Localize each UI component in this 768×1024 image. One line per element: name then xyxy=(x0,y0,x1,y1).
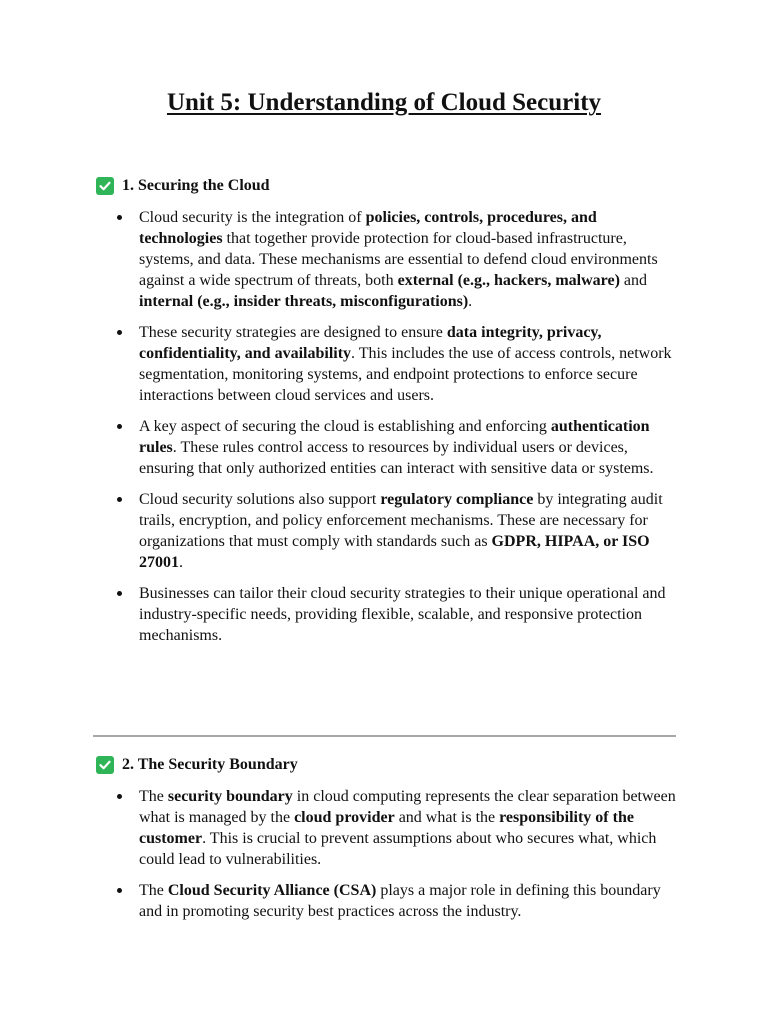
document-title-text: Unit 5: Understanding of Cloud Security xyxy=(166,89,602,116)
bold-text-run: security boundary xyxy=(167,788,293,805)
section-heading-label: 1. Securing the Cloud xyxy=(122,177,270,194)
bullet-text xyxy=(139,491,663,571)
document-title xyxy=(0,86,768,120)
section-heading-security-boundary xyxy=(96,755,298,775)
text-run: Businesses can tailor their cloud security strategies to their unique operational and industry-specific needs, providing flexible, scalable, and responsive protection mechanisms. xyxy=(139,585,666,644)
text-run: Cloud security solutions also support xyxy=(139,491,381,508)
bold-text-run: Cloud Security Alliance (CSA) xyxy=(167,882,377,899)
bullet-text xyxy=(139,788,676,868)
check-icon xyxy=(96,756,114,774)
bold-text-run: policies, controls, procedures, and technologies xyxy=(139,209,597,247)
bullet-item xyxy=(0,583,768,646)
bullet-item xyxy=(0,322,768,406)
bullet-dot xyxy=(117,330,122,335)
text-run: in cloud computing represents the clear separation between what is managed by the xyxy=(139,788,676,826)
text-run: The xyxy=(139,882,168,899)
bullet-item xyxy=(0,880,768,922)
text-run: that together provide protection for cloud-based infrastructure, systems, and data. These mechanisms are essential to defend cloud environments against a wide spectrum of threats, both xyxy=(139,230,658,289)
bullet-text xyxy=(139,585,666,644)
bullet-item xyxy=(0,786,768,870)
bold-text-run: cloud provider xyxy=(294,809,395,826)
bullet-dot xyxy=(117,424,122,429)
bullet-text xyxy=(139,882,661,920)
bold-text-run: GDPR, HIPAA, or ISO 27001 xyxy=(139,533,650,571)
bold-text-run: regulatory compliance xyxy=(380,491,534,508)
bullet-dot xyxy=(117,497,122,502)
bold-text-run: responsibility of the customer xyxy=(139,809,634,847)
bullet-item xyxy=(0,416,768,479)
bold-text-run: internal (e.g., insider threats, misconfigurations) xyxy=(139,293,469,310)
section-heading-label: 2. The Security Boundary xyxy=(122,756,298,773)
bullet-dot xyxy=(117,794,122,799)
bold-text-run: authentication rules xyxy=(139,418,650,456)
text-run: A key aspect of securing the cloud is establishing and enforcing xyxy=(139,418,551,435)
text-run: plays a major role in defining this boundary and in promoting security best practices across the industry. xyxy=(139,882,661,920)
bullet-list-security-boundary xyxy=(0,786,768,932)
text-run: . xyxy=(468,293,473,310)
bullet-dot xyxy=(117,215,122,220)
check-icon xyxy=(96,177,114,195)
bullet-text xyxy=(139,418,654,477)
bullet-dot xyxy=(117,888,122,893)
bullet-list-securing-the-cloud xyxy=(0,207,768,656)
text-run: and xyxy=(619,272,648,289)
text-run: These security strategies are designed to ensure xyxy=(139,324,447,341)
text-run: . xyxy=(179,554,183,571)
bullet-dot xyxy=(117,591,122,596)
text-run: Cloud security is the integration of xyxy=(139,209,366,226)
section-heading-securing-the-cloud xyxy=(96,176,270,196)
bullet-text xyxy=(139,324,672,404)
text-run: by integrating audit trails, encryption, and policy enforcement mechanisms. These are necessary for organizations that must comply with standards such as xyxy=(139,491,663,550)
text-run: and what is the xyxy=(394,809,500,826)
bold-text-run: external (e.g., hackers, malware) xyxy=(397,272,620,289)
text-run: . This is crucial to prevent assumptions about who secures what, which could lead to vulnerabilities. xyxy=(139,830,657,868)
text-run: . These rules control access to resources by individual users or devices, ensuring that only authorized entities can interact with sensitive data or systems. xyxy=(139,439,654,477)
bullet-item xyxy=(0,489,768,573)
bold-text-run: data integrity, privacy, confidentiality, and availability xyxy=(139,324,602,362)
bullet-item xyxy=(0,207,768,312)
bullet-text xyxy=(139,209,658,310)
text-run: . This includes the use of access controls, network segmentation, monitoring systems, and endpoint protections to enforce secure interactions between cloud services and users. xyxy=(139,345,672,404)
section-divider xyxy=(93,735,676,737)
text-run: The xyxy=(139,788,168,805)
